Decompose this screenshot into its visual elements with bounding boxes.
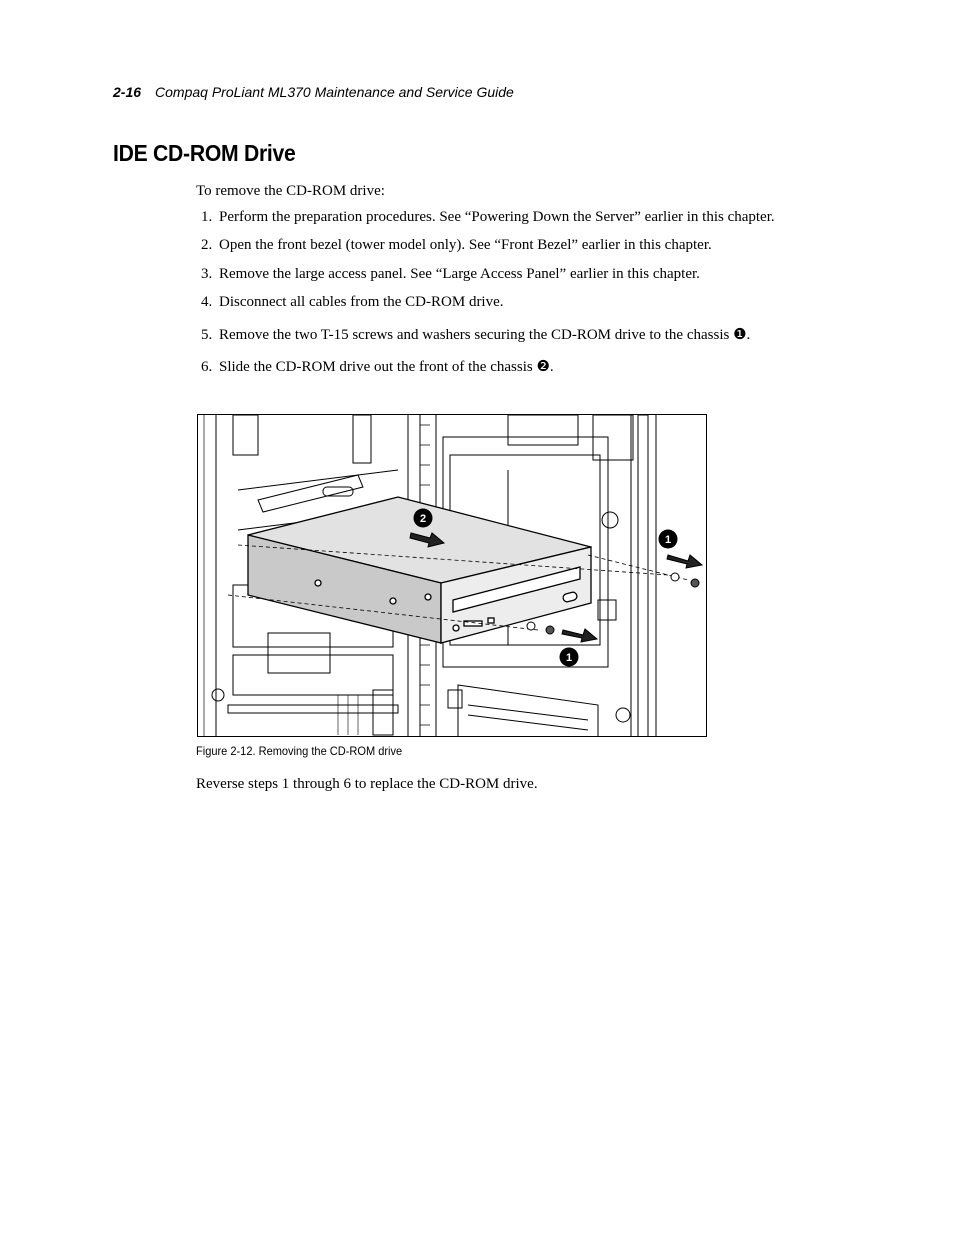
- step-number: 5.: [201, 327, 213, 343]
- step-item: [196, 358, 776, 377]
- step-item: [196, 208, 776, 227]
- step-number: 1.: [201, 209, 213, 225]
- section-title: IDE CD-ROM Drive: [113, 140, 296, 166]
- procedure-steps: [196, 208, 776, 377]
- step-number: 4.: [201, 294, 213, 310]
- step-text: Open the front bezel (tower model only). See “Front Bezel” earlier in this chapter.: [219, 237, 712, 253]
- step-number: 3.: [201, 266, 213, 282]
- callout-label: 1: [664, 534, 672, 546]
- cdrom-removal-illustration: [197, 414, 707, 737]
- step-text: Slide the CD-ROM drive out the front of the chassis ❷.: [219, 359, 554, 375]
- book-title: Compaq ProLiant ML370 Maintenance and Service Guide: [155, 84, 514, 100]
- step-text: Perform the preparation procedures. See “Powering Down the Server” earlier in this chapter.: [219, 209, 775, 225]
- step-item: [196, 265, 776, 284]
- step-number: 6.: [201, 359, 213, 375]
- closing-text: Reverse steps 1 through 6 to replace the CD-ROM drive.: [196, 776, 538, 792]
- step-item: [196, 326, 776, 345]
- screw-removal-arrow: [562, 629, 597, 642]
- running-header: [113, 84, 514, 100]
- callout-label: 1: [565, 652, 573, 664]
- step-item: [196, 236, 776, 255]
- step-item: [196, 293, 776, 312]
- step-text: Remove the two T-15 screws and washers securing the CD-ROM drive to the chassis ❶.: [219, 327, 751, 343]
- chassis-drawing: [198, 415, 707, 737]
- callout-label: 2: [419, 513, 427, 525]
- screw-removal-arrow: [667, 555, 702, 568]
- step-number: 2.: [201, 237, 213, 253]
- step-text: Remove the large access panel. See “Large Access Panel” earlier in this chapter.: [219, 266, 700, 282]
- figure-caption: Figure 2-12. Removing the CD-ROM drive: [196, 744, 403, 758]
- intro-text: To remove the CD-ROM drive:: [196, 183, 385, 199]
- step-text: Disconnect all cables from the CD-ROM drive.: [219, 294, 504, 310]
- page-number: 2-16: [113, 84, 142, 100]
